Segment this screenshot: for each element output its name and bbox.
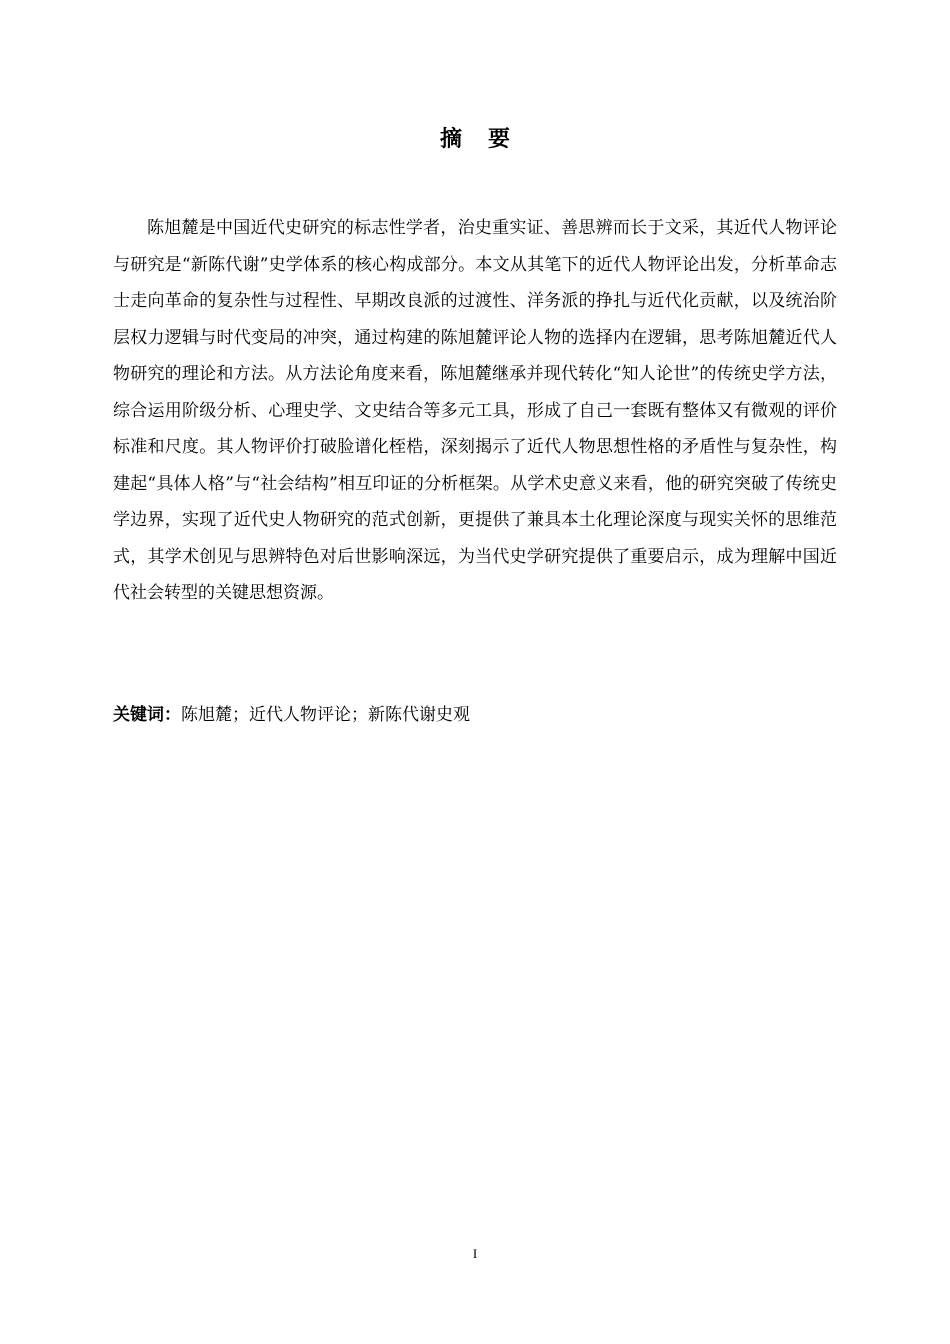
- abstract-paragraph: 陈旭麓是中国近代史研究的标志性学者，治史重实证、善思辨而长于文采，其近代人物评论与研究是“新陈代谢”史学体系的核心构成部分。本文从其笔下的近代人物评论出发，分析革命志士走向革命的复杂性与过程性、早期改良派的过渡性、洋务派的挣扎与近代化贡献，以及统治阶层权力逻辑与时代变局的冲突，通过构建的陈旭麓评论人物的选择内在逻辑，思考陈旭麓近代人物研究的理论和方法。从方法论角度来看，陈旭麓继承并现代转化“知人论世”的传统史学方法，综合运用阶级分析、心理史学、文史结合等多元工具，形成了自己一套既有整体又有微观的评价标准和尺度。其人物评价打破脸谱化桎梏，深刻揭示了近代人物思想性格的矛盾性与复杂性，构建起“具体人格”与“社会结构”相互印证的分析框架。从学术史意义来看，他的研究突破了传统史学边界，实现了近代史人物研究的范式创新，更提供了兼具本土化理论深度与现实关怀的思维范式，其学术创见与思辨特色对后世影响深远，为当代史学研究提供了重要启示，成为理解中国近代社会转型的关键思想资源。: [113, 218, 837, 603]
- page-number: I: [472, 1246, 478, 1261]
- keywords-line: [113, 697, 837, 733]
- keywords-text: 陈旭麓；近代人物评论；新陈代谢史观: [181, 705, 470, 725]
- keywords-label: 关键词：: [113, 705, 181, 725]
- page-title: 摘要: [439, 127, 536, 152]
